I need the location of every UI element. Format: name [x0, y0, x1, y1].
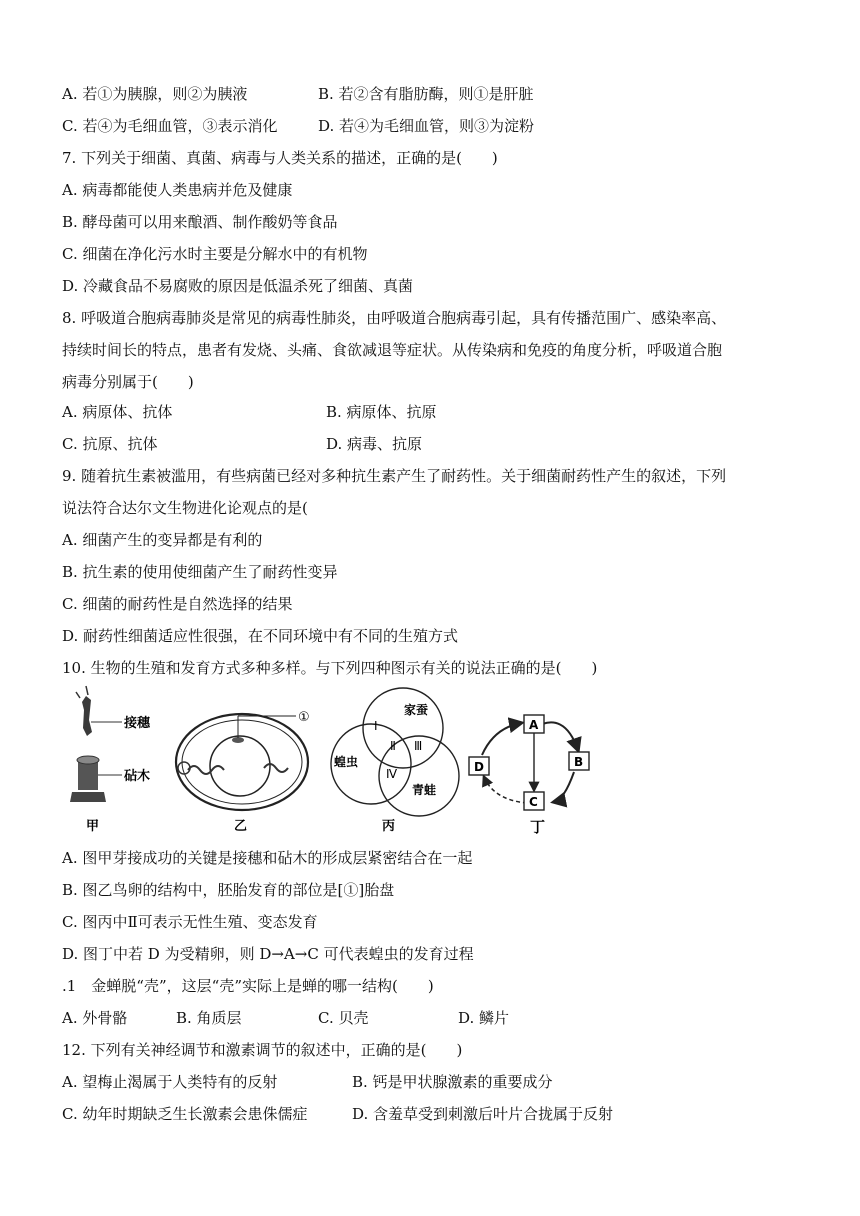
jia-scion-label: 接穗	[124, 716, 151, 731]
ding-node-a: A	[529, 718, 539, 732]
venn-frog-label: 青蛙	[412, 783, 437, 797]
figure-ding-cycle	[469, 715, 589, 836]
q10-stem: 10. 生物的生殖和发育方式多种多样。与下列四种图示有关的说法正确的是( )	[62, 659, 598, 677]
q8-option-b: B. 病原体、抗原	[326, 403, 437, 421]
q11-option-d: D. 鳞片	[458, 1009, 510, 1027]
q9-option-c: C. 细菌的耐药性是自然选择的结果	[62, 595, 293, 613]
figure-jia-grafting	[70, 686, 151, 834]
q8-stem-line3: 病毒分别属于( )	[62, 373, 194, 391]
q12-option-b: B. 钙是甲状腺激素的重要成分	[352, 1073, 553, 1091]
q11-stem: .1 金蝉脱“壳”，这层“壳”实际上是蝉的哪一结构( )	[62, 977, 434, 995]
q7-option-a: A. 病毒都能使人类患病并危及健康	[62, 181, 293, 199]
q9-option-d: D. 耐药性细菌适应性很强，在不同环境中有不同的生殖方式	[62, 627, 459, 645]
q11-option-b: B. 角质层	[176, 1009, 242, 1027]
q10-option-a: A. 图甲芽接成功的关键是接穗和砧木的形成层紧密结合在一起	[62, 849, 473, 867]
q7-option-d: D. 冷藏食品不易腐败的原因是低温杀死了细菌、真菌	[62, 277, 414, 295]
q12-option-d: D. 含羞草受到刺激后叶片合拢属于反射	[352, 1105, 614, 1123]
q6-option-a: A. 若①为胰腺，则②为胰液	[62, 85, 248, 103]
q10-option-b: B. 图乙鸟卵的结构中，胚胎发育的部位是[①]胎盘	[62, 881, 395, 899]
q8-option-d: D. 病毒、抗原	[326, 435, 423, 453]
q6-option-d: D. 若④为毛细血管，则③为淀粉	[318, 117, 535, 135]
q9-option-b: B. 抗生素的使用使细菌产生了耐药性变异	[62, 563, 338, 581]
q11-option-c: C. 贝壳	[318, 1009, 369, 1027]
venn-region-2: Ⅱ	[390, 739, 396, 753]
q6-option-b: B. 若②含有脂肪酶，则①是肝脏	[318, 85, 534, 103]
q8-stem-line1: 8. 呼吸道合胞病毒肺炎是常见的病毒性肺炎，由呼吸道合胞病毒引起，具有传播范围广、感染率高、	[62, 309, 727, 327]
venn-region-3: Ⅲ	[414, 739, 423, 753]
q7-option-b: B. 酵母菌可以用来酿酒、制作酸奶等食品	[62, 213, 338, 231]
figure-bing-venn	[331, 688, 459, 834]
q7-stem: 7. 下列关于细菌、真菌、病毒与人类关系的描述，正确的是( )	[62, 149, 498, 167]
q7-option-c: C. 细菌在净化污水时主要是分解水中的有机物	[62, 245, 368, 263]
ding-caption: 丁	[530, 818, 546, 836]
yi-marker-1: ①	[298, 710, 310, 725]
q8-option-c: C. 抗原、抗体	[62, 435, 158, 453]
q12-option-c: C. 幼年时期缺乏生长激素会患侏儒症	[62, 1105, 308, 1123]
q8-stem-line2: 持续时间长的特点，患者有发烧、头痛、食欲减退等症状。从传染病和免疫的角度分析，呼吸道合胞	[62, 341, 723, 359]
q8-option-a: A. 病原体、抗体	[62, 403, 173, 421]
q10-option-c: C. 图丙中Ⅱ可表示无性生殖、变态发育	[62, 913, 318, 931]
q12-stem: 12. 下列有关神经调节和激素调节的叙述中，正确的是( )	[62, 1041, 463, 1059]
q11-option-a: A. 外骨骼	[62, 1009, 128, 1027]
bing-caption: 丙	[382, 819, 396, 834]
q9-option-a: A. 细菌产生的变异都是有利的	[62, 531, 263, 549]
q9-stem-line2: 说法符合达尔文生物进化论观点的是(	[62, 499, 308, 517]
venn-locust-label: 蝗虫	[334, 755, 359, 769]
ding-node-b: B	[574, 755, 584, 769]
q12-option-a: A. 望梅止渴属于人类特有的反射	[62, 1073, 278, 1091]
jia-stock-label: 砧木	[124, 769, 151, 784]
venn-silkworm-label: 家蚕	[404, 703, 429, 717]
q9-stem-line1: 9. 随着抗生素被滥用，有些病菌已经对多种抗生素产生了耐药性。关于细菌耐药性产生的叙述，下列	[62, 467, 727, 485]
jia-caption: 甲	[86, 819, 100, 834]
yi-caption: 乙	[234, 819, 248, 834]
venn-region-4: Ⅳ	[386, 767, 398, 781]
venn-region-1: Ⅰ	[374, 719, 378, 733]
q10-option-d: D. 图丁中若 D 为受精卵，则 D→A→C 可代表蝗虫的发育过程	[62, 945, 474, 963]
figure-yi-egg	[176, 710, 310, 834]
q6-option-c: C. 若④为毛细血管，③表示消化	[62, 117, 278, 135]
q10-figure	[64, 680, 624, 840]
ding-node-c: C	[529, 795, 538, 809]
ding-node-d: D	[474, 760, 484, 774]
